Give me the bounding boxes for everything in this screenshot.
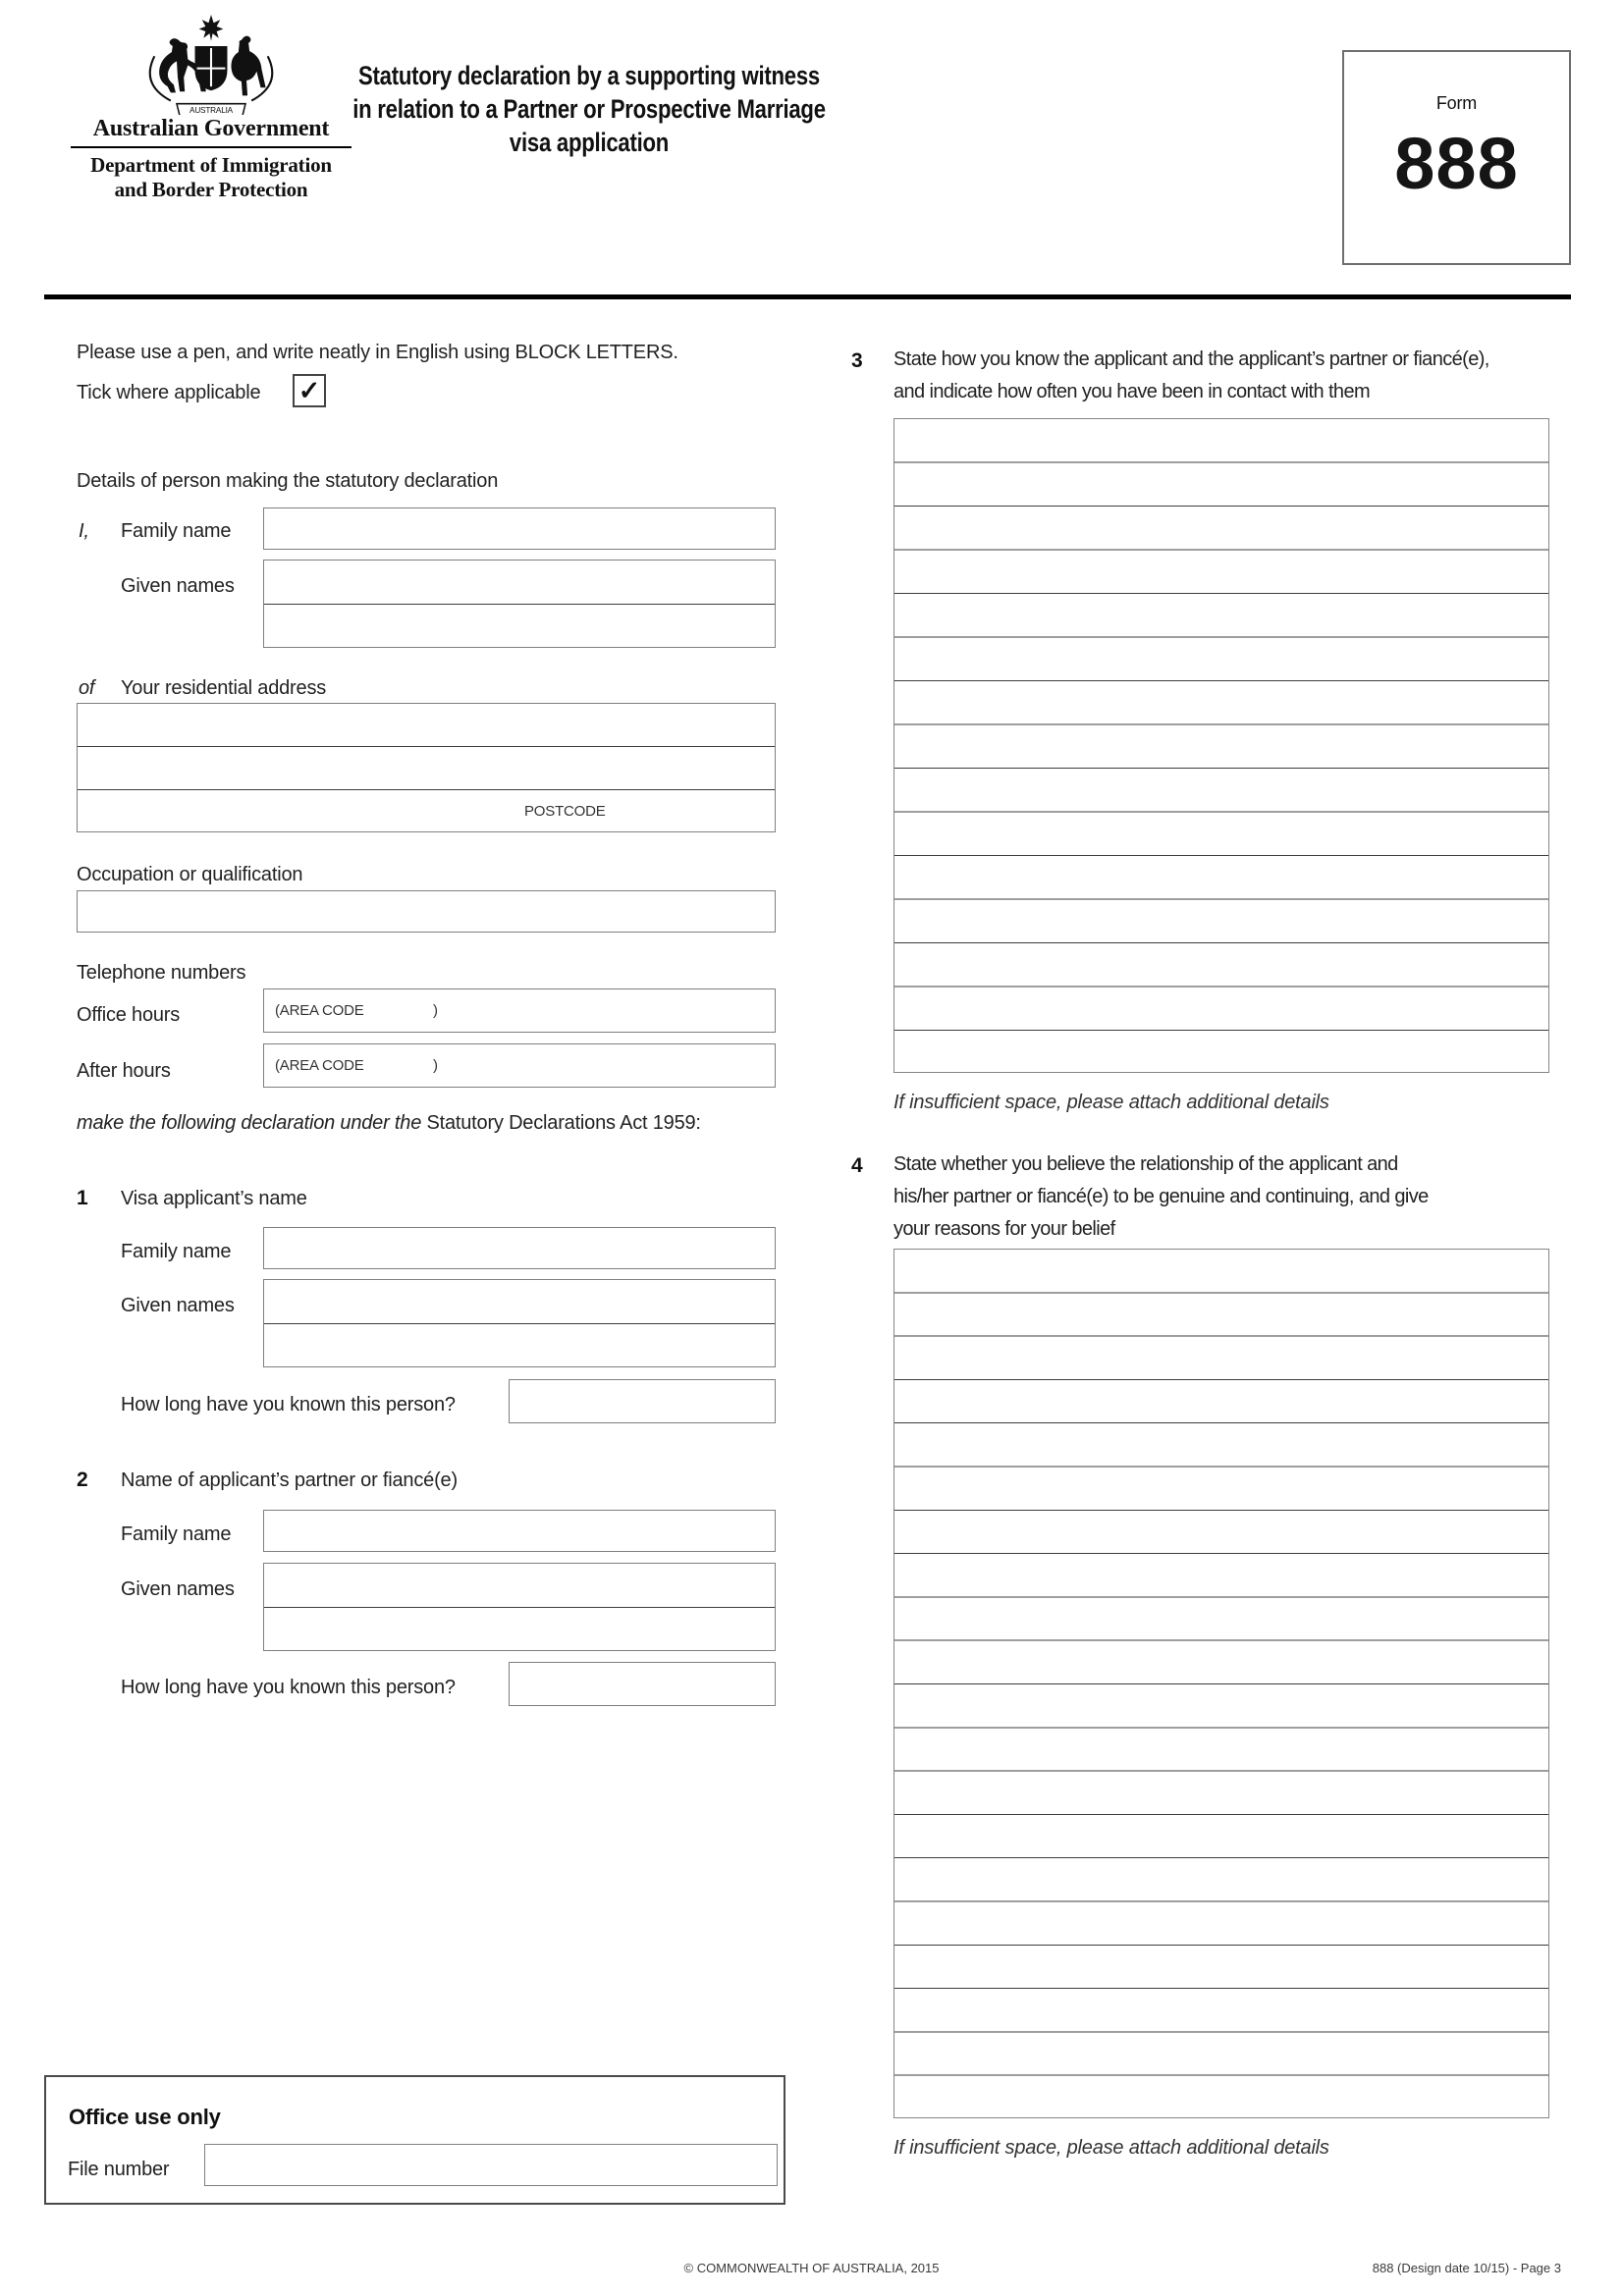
- q1-family-name-label: Family name: [121, 1241, 232, 1262]
- q4-answer-area[interactable]: [893, 1249, 1549, 2118]
- q1-family-name-input[interactable]: [263, 1227, 776, 1269]
- declaration-act-regular: Statutory Declarations Act 1959:: [426, 1112, 701, 1134]
- agency-divider: [71, 146, 352, 148]
- office-hours-phone-input[interactable]: [263, 988, 776, 1033]
- banner-text: AUSTRALIA: [189, 105, 233, 115]
- i-label: I,: [79, 520, 89, 542]
- declarant-family-name-label: Family name: [121, 520, 232, 542]
- residential-address-label: Your residential address: [121, 677, 327, 699]
- q1-how-long-input[interactable]: [509, 1379, 776, 1423]
- form-title-line3: visa application: [509, 128, 670, 157]
- q4-insufficient-space-note: If insufficient space, please attach additional details: [893, 2137, 1329, 2159]
- after-hours-area-code-close: ): [433, 1057, 438, 1074]
- q2-given-names-input[interactable]: [263, 1563, 776, 1651]
- office-hours-label: Office hours: [77, 1004, 181, 1026]
- q3-answer-area[interactable]: [893, 418, 1549, 1073]
- q1-how-long-label: How long have you known this person?: [121, 1394, 456, 1415]
- residential-address-input[interactable]: [77, 703, 776, 832]
- postcode-label: POSTCODE: [524, 803, 606, 820]
- tick-instruction: Tick where applicable: [77, 382, 261, 403]
- after-hours-phone-input[interactable]: [263, 1043, 776, 1088]
- file-number-label: File number: [68, 2159, 170, 2180]
- q2-given-names-label: Given names: [121, 1578, 235, 1600]
- form-title: [332, 59, 847, 159]
- footer-page-info: 888 (Design date 10/15) - Page 3: [1372, 2261, 1561, 2275]
- q4-number: 4: [851, 1154, 863, 1177]
- department-name-line2: and Border Protection: [114, 178, 308, 201]
- department-name-line1: Department of Immigration: [90, 153, 332, 177]
- office-use-only-box: [44, 2075, 785, 2205]
- q2-how-long-input[interactable]: [509, 1662, 776, 1706]
- pen-instruction: Please use a pen, and write neatly in English using BLOCK LETTERS.: [77, 342, 678, 363]
- declarant-section-label: Details of person making the statutory declaration: [77, 470, 499, 492]
- of-label: of: [79, 677, 95, 699]
- q2-label: Name of applicant’s partner or fiancé(e): [121, 1469, 458, 1491]
- q3-label-line1: State how you know the applicant and the applicant’s partner or fiancé(e),: [893, 348, 1489, 370]
- q3-insufficient-space-note: If insufficient space, please attach additional details: [893, 1092, 1329, 1113]
- declaration-act-italic: make the following declaration under the: [77, 1112, 427, 1134]
- q2-family-name-input[interactable]: [263, 1510, 776, 1552]
- declarant-given-names-label: Given names: [121, 575, 235, 597]
- form-title-line2: in relation to a Partner or Prospective Marriage: [352, 94, 826, 124]
- form-number-box: [1342, 50, 1571, 265]
- form-label: Form: [1435, 93, 1478, 113]
- q4-label-line3: your reasons for your belief: [893, 1218, 1115, 1240]
- telephone-section-label: Telephone numbers: [77, 962, 246, 984]
- declaration-act-line: [77, 1111, 701, 1135]
- q1-given-names-input[interactable]: [263, 1279, 776, 1367]
- after-hours-area-code-label: (AREA CODE: [275, 1057, 364, 1074]
- office-hours-area-code-label: (AREA CODE: [275, 1002, 364, 1019]
- file-number-input[interactable]: [204, 2144, 778, 2186]
- check-icon: ✓: [298, 376, 321, 405]
- q1-number: 1: [77, 1187, 88, 1209]
- agency-name: Australian Government: [92, 116, 330, 141]
- q3-label-line2: and indicate how often you have been in contact with them: [893, 381, 1371, 402]
- q3-label: [893, 344, 1571, 408]
- q1-label: Visa applicant’s name: [121, 1188, 307, 1209]
- after-hours-label: After hours: [77, 1060, 171, 1082]
- header-rule: [44, 294, 1571, 299]
- declarant-given-names-input[interactable]: [263, 560, 776, 648]
- commonwealth-star-icon: [199, 15, 224, 41]
- q4-label-line2: his/her partner or fiancé(e) to be genuine and continuing, and give: [893, 1186, 1429, 1207]
- office-use-title: Office use only: [69, 2105, 221, 2129]
- q4-label-line1: State whether you believe the relationship of the applicant and: [893, 1153, 1398, 1175]
- q4-label: [893, 1148, 1571, 1246]
- q3-number: 3: [851, 349, 863, 372]
- occupation-input[interactable]: [77, 890, 776, 933]
- tick-example-checkbox: [293, 374, 326, 407]
- office-hours-area-code-close: ): [433, 1002, 438, 1019]
- form-number: 888: [1394, 123, 1519, 204]
- emu-icon: [231, 36, 265, 96]
- q1-given-names-label: Given names: [121, 1295, 235, 1316]
- coat-of-arms-icon: [120, 14, 302, 115]
- footer-copyright: © COMMONWEALTH OF AUSTRALIA, 2015: [683, 2261, 940, 2275]
- q2-number: 2: [77, 1468, 88, 1491]
- form-title-line1: Statutory declaration by a supporting witness: [358, 61, 820, 90]
- q2-how-long-label: How long have you known this person?: [121, 1677, 456, 1698]
- occupation-label: Occupation or qualification: [77, 864, 303, 885]
- q2-family-name-label: Family name: [121, 1523, 232, 1545]
- declarant-family-name-input[interactable]: [263, 507, 776, 550]
